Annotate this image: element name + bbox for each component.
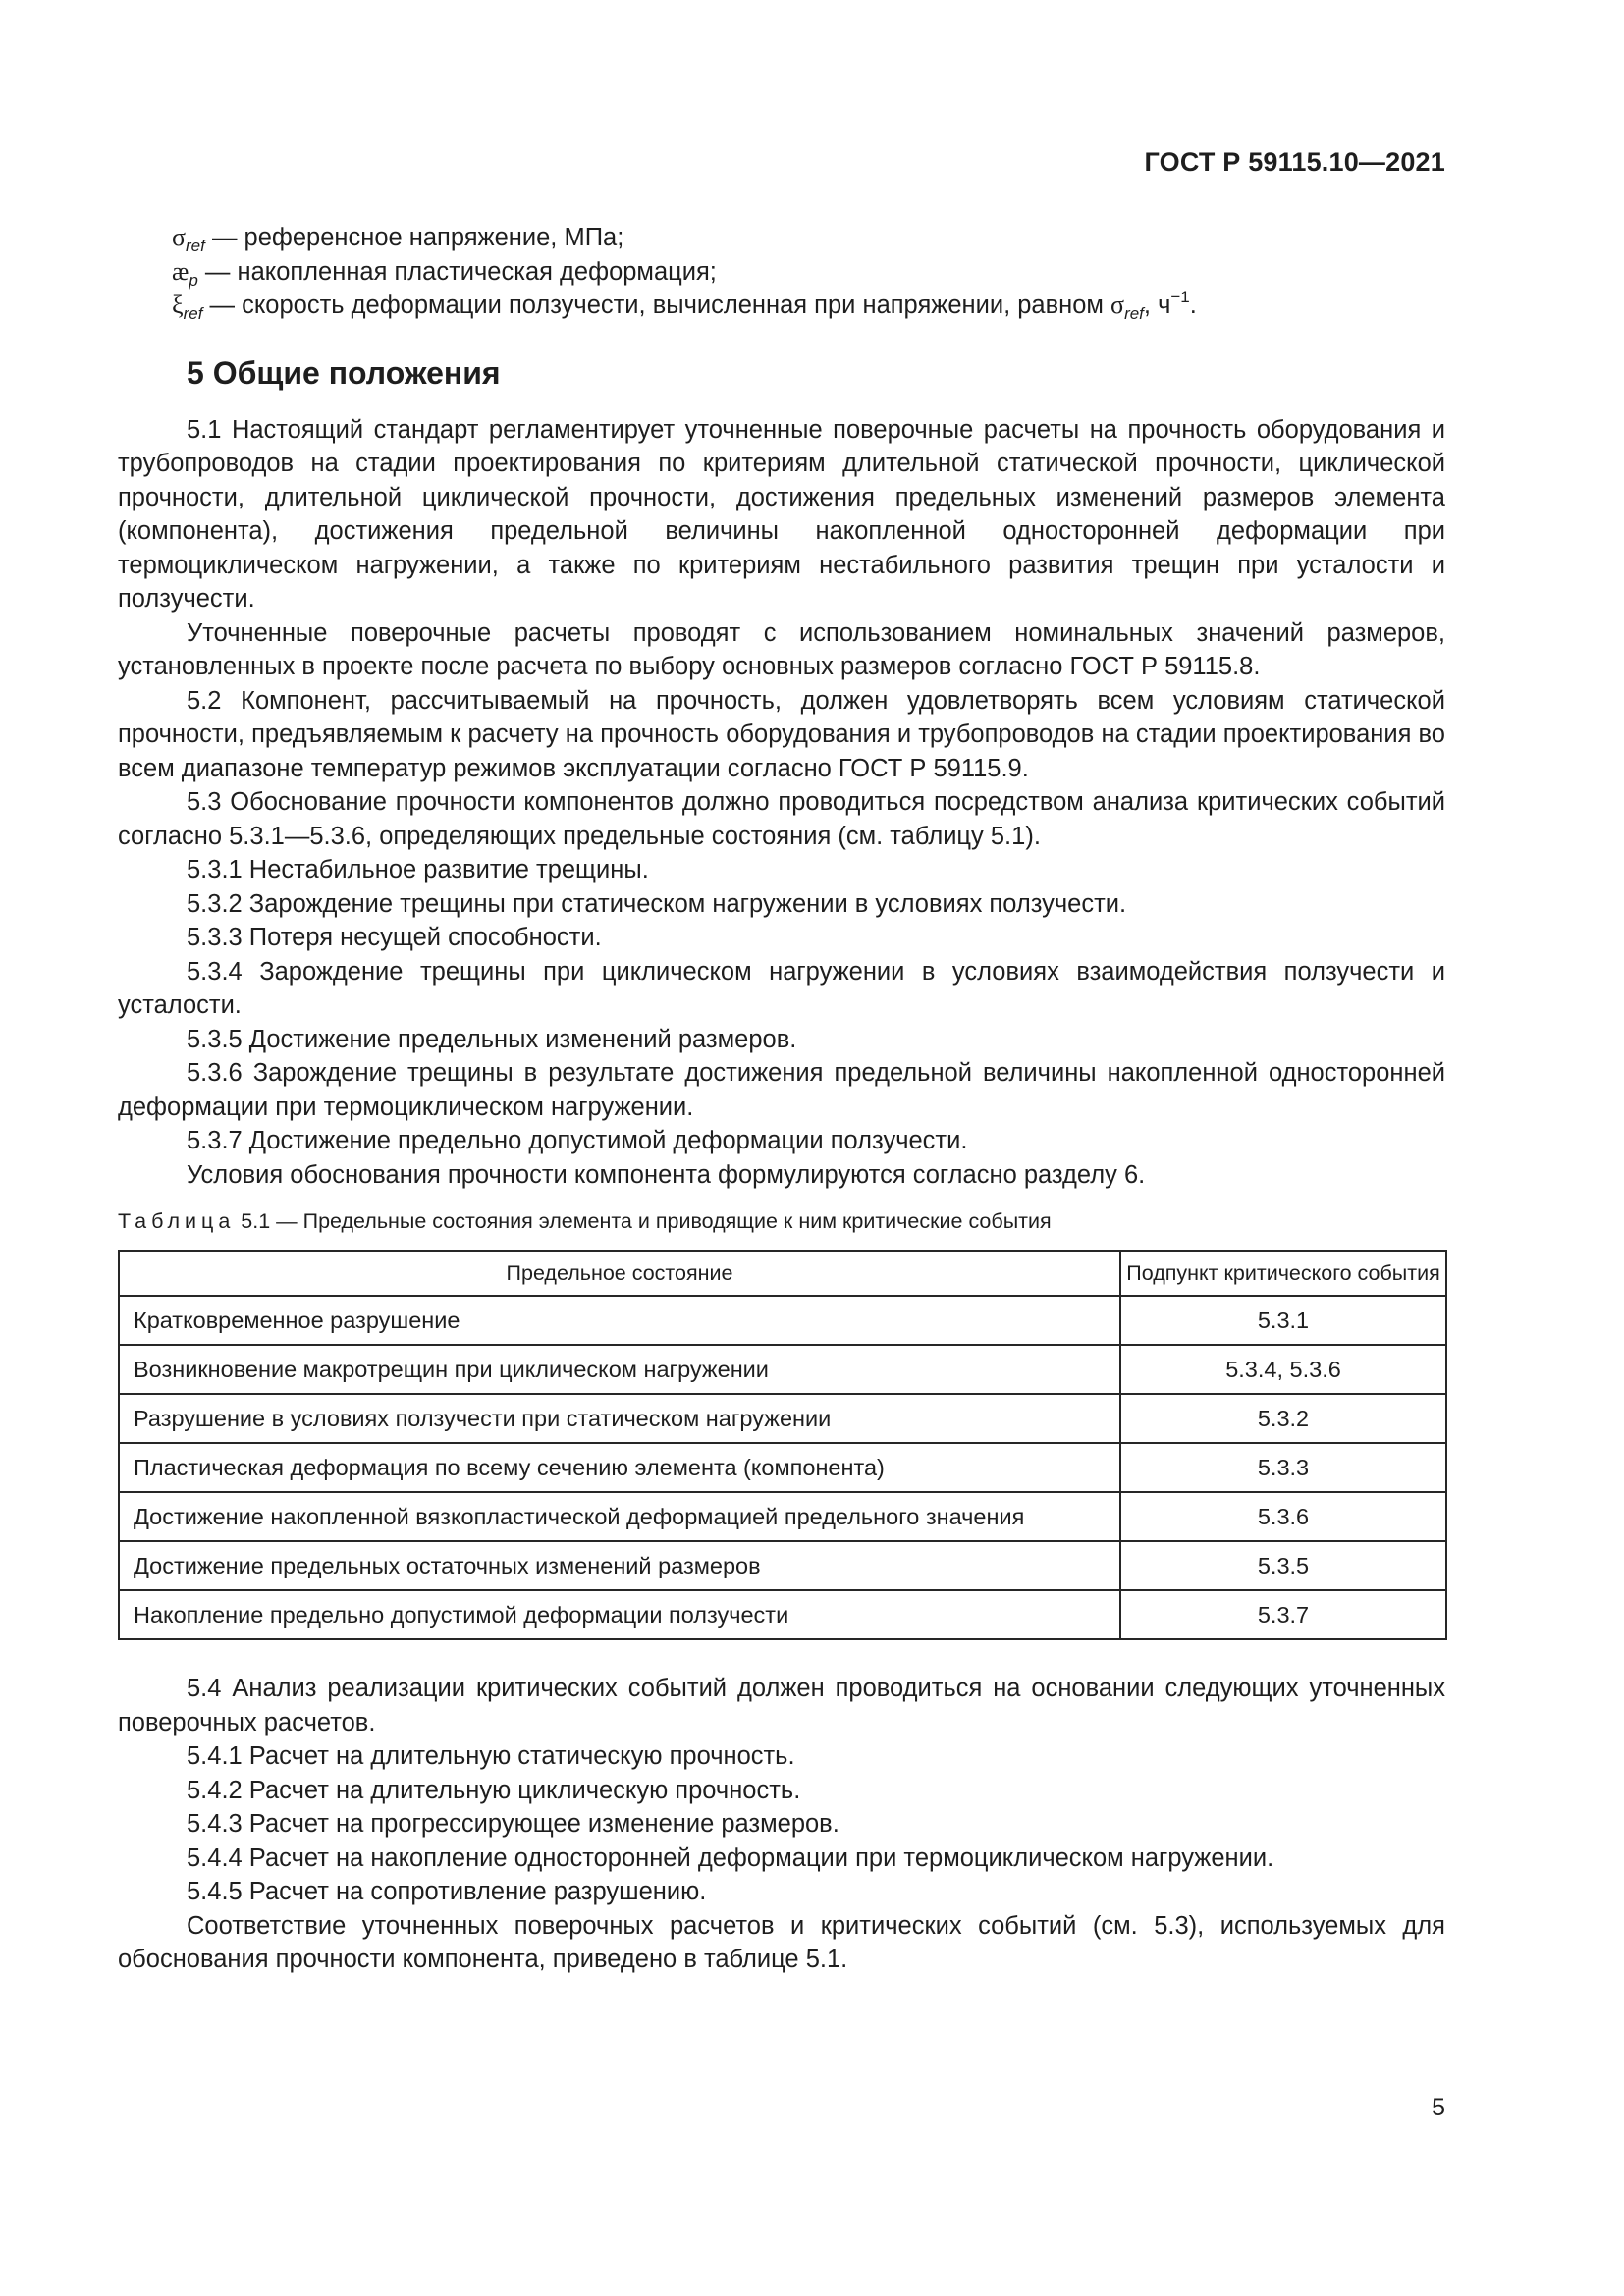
paragraph: Соответствие уточненных поверочных расчетов и критических событий (см. 5.3), используемых для обоснования прочности компонента, приведено в таблице 5.1. [118,1911,1445,1973]
table-row [119,1394,1446,1443]
table-row [119,1345,1446,1394]
table-row [119,1492,1446,1541]
symbol-definition: $æ_p$ — накопленная пластическая деформация; [172,256,717,290]
limit-states-table [118,1250,1447,1640]
paragraph: 5.4.4 Расчет на накопление односторонней деформации при термоциклическом нагружении. [187,1843,1274,1872]
table-row [119,1296,1446,1345]
table-header-row [119,1251,1446,1296]
paragraph: 5.3 Обоснование прочности компонентов должно проводиться посредством анализа критических событий согласно 5.3.1—5.3.6, определяющих предельные состояния (см. таблицу 5.1). [118,788,1445,850]
paragraph: 5.3.5 Достижение предельных изменений размеров. [187,1025,797,1053]
paragraphs-bottom [118,1672,1445,1977]
paragraph: 5.3.1 Нестабильное развитие трещины. [187,856,649,883]
paragraph: 5.4 Анализ реализации критических событий должен проводиться на основании следующих уточненных поверочных расчетов. [118,1675,1445,1736]
paragraph: 5.2 Компонент, рассчитываемый на прочность, должен удовлетворять всем условиям статической прочности, предъявляемым к расчету на прочность оборудования и трубопроводов на стадии проектирования во всем диапазоне температур режимов эксплуатации согласно ГОСТ Р 59115.9. [118,686,1445,782]
cell-state: Разрушение в условиях ползучести при статическом нагружении [119,1394,1120,1443]
paragraph: 5.4.1 Расчет на длительную статическую прочность. [187,1742,795,1770]
paragraph: 5.3.2 Зарождение трещины при статическом нагружении в условиях ползучести. [187,889,1127,918]
table-caption: Таблица 5.1 — Предельные состояния элемента и приводящие к ним критические события [118,1209,1052,1233]
cell-code: 5.3.7 [1120,1590,1446,1639]
table-row [119,1443,1446,1492]
column-header-code: Подпункт критического события [1120,1251,1446,1296]
page-number: 5 [1432,2094,1445,2121]
paragraph: 5.4.3 Расчет на прогрессирующее изменение размеров. [187,1810,839,1838]
paragraph: 5.1 Настоящий стандарт регламентирует уточненные поверочные расчеты на прочность оборудования и трубопроводов на стадии проектирования по критериям длительной статической прочности, циклической прочности, длительной циклической прочности, достижения предельных изменений размеров элемента (компонента), достижения предельной величины накопленной односторонней деформации при термоциклическом нагружении, а также по критериям нестабильного развития трещин при усталости и ползучести. [118,415,1445,613]
cell-code: 5.3.4, 5.3.6 [1120,1345,1446,1394]
section-title: 5 Общие положения [187,354,501,391]
document-header: ГОСТ Р 59115.10—2021 [1144,147,1445,177]
paragraphs-top [118,413,1445,1193]
cell-state: Возникновение макротрещин при циклическом нагружении [119,1345,1120,1394]
cell-state: Пластическая деформация по всему сечению элемента (компонента) [119,1443,1120,1492]
column-header-state: Предельное состояние [119,1251,1120,1296]
paragraph: Условия обоснования прочности компонента формулируются согласно разделу 6. [187,1160,1146,1189]
paragraph: 5.4.5 Расчет на сопротивление разрушению. [187,1878,707,1905]
table-container [118,1250,1445,1640]
cell-state: Достижение накопленной вязкопластической деформацией предельного значения [119,1492,1120,1541]
cell-code: 5.3.1 [1120,1296,1446,1345]
paragraph: 5.3.7 Достижение предельно допустимой деформации ползучести. [187,1127,968,1154]
cell-state: Накопление предельно допустимой деформации ползучести [119,1590,1120,1639]
paragraph: 5.3.3 Потеря несущей способности. [187,924,602,951]
document-body [118,221,1445,1977]
cell-code: 5.3.2 [1120,1394,1446,1443]
symbol-definition: $\sigma_{ref}$ — референсное напряжение, МПа; [172,223,624,255]
symbol-definitions [118,221,1445,323]
paragraph: 5.3.4 Зарождение трещины при циклическом нагружении в условиях взаимодействия ползучести и усталости. [118,957,1445,1019]
paragraph: 5.4.2 Расчет на длительную циклическую прочность. [187,1776,801,1804]
cell-code: 5.3.6 [1120,1492,1446,1541]
paragraph: 5.3.6 Зарождение трещины в результате достижения предельной величины накопленной односторонней деформации при термоциклическом нагружении. [118,1059,1445,1121]
cell-state: Достижение предельных остаточных изменений размеров [119,1541,1120,1590]
cell-code: 5.3.5 [1120,1541,1446,1590]
cell-state: Кратковременное разрушение [119,1296,1120,1345]
table-row [119,1590,1446,1639]
cell-code: 5.3.3 [1120,1443,1446,1492]
table-row [119,1541,1446,1590]
symbol-definition: $\xi_{ref}$ — скорость деформации ползучести, вычисленная при напряжении, равном $\sigma_{ref}$, $ч^{-1}$. [172,288,1197,323]
paragraph: Уточненные поверочные расчеты проводят с использованием номинальных значений размеров, установленных в проекте после расчета по выбору основных размеров согласно ГОСТ Р 59115.8. [118,618,1445,680]
